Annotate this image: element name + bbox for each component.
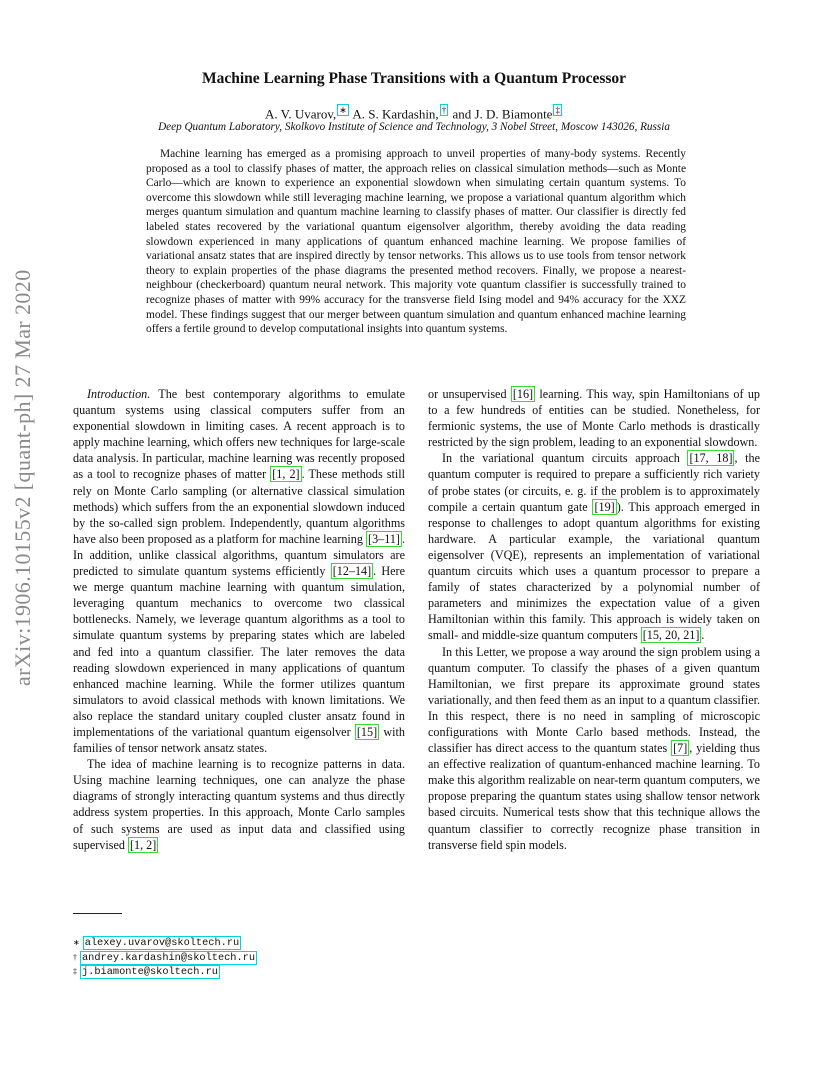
footnote-rule bbox=[73, 913, 122, 914]
author-footnote-link[interactable]: ‡ bbox=[555, 105, 560, 115]
body-column-right bbox=[428, 386, 760, 853]
paragraph: In the variational quantum circuits approach [17, 18] , the quantum computer is required to prepare a sufficiently rich variety of probe states (or circuits, e. g. if the problem is to approximately compile a certain quantum gate [19] ). This approach emerged in response to challenges to adopt quantum algorithms for existing hardware. A particular example, the variational quantum eigensolver (VQE), represents an implementation of variational quantum circuits which uses a quantum processor to prepare a family of states characterized by a polynomial number of parameters and minimizes the expectation value of a given Hamiltonian within this family. This approach is widely taken on small- and middle-size quantum computers [15, 20, 21] . bbox=[428, 451, 761, 643]
email-link[interactable]: j.biamonte@skoltech.ru bbox=[82, 966, 218, 978]
citation-link[interactable]: [16] bbox=[512, 387, 534, 401]
author-footnote-link[interactable]: † bbox=[441, 105, 447, 115]
paragraph: The idea of machine learning is to recognize patterns in data. Using machine learning techniques, one can analyze the phase diagrams of strongly interacting quantum systems and thus directly address system properties. In this approach, Monte Carlo samples of such systems are used as input data and classified using supervised [1, 2] bbox=[73, 757, 405, 852]
email-link[interactable]: andrey.kardashin@skoltech.ru bbox=[82, 951, 256, 964]
author-name: and J. D. Biamonte bbox=[452, 106, 553, 122]
author-name: A. S. Kardashin, bbox=[352, 106, 439, 122]
email-link[interactable]: alexey.uvarov@skoltech.ru bbox=[84, 937, 240, 949]
author-name: A. V. Uvarov, bbox=[265, 106, 337, 122]
paper-title: Machine Learning Phase Transitions with a Quantum Processor bbox=[201, 70, 627, 87]
footnotes bbox=[73, 936, 257, 980]
citation-link[interactable]: [3–11] bbox=[368, 531, 400, 546]
citation-link[interactable]: [15] bbox=[356, 724, 378, 739]
footnote-mark: ‡ bbox=[73, 967, 77, 976]
paragraph: In this Letter, we propose a way around the sign problem using a quantum computer. To classify the phases of a given quantum Hamiltonian, we first prepare its approximate ground states variationally, and then feed them as an input to a quantum classifier. In this respect, there is no need in sampling of microscopic configurations with Monte Carlo based methods. Instead, the classifier has direct access to the quantum states [7] , yielding thus an effective realization of quantum-enhanced machine learning. To make this algorithm realizable on near-term quantum computers, we propose preparing the quantum states using shallow tensor network based circuits. Numerical tests show that this technique allows the quantum classifier to correctly recognize phase transition in transverse field spin models. bbox=[428, 644, 760, 852]
footnote-mark: ∗ bbox=[73, 938, 80, 947]
citation-link[interactable]: [7] bbox=[673, 741, 688, 756]
citation-link[interactable]: [17, 18] bbox=[689, 451, 733, 466]
citation-link[interactable]: [1, 2] bbox=[272, 467, 300, 482]
footnote-mark: † bbox=[73, 952, 77, 962]
body-column-left bbox=[73, 386, 405, 853]
author-footnote-link[interactable]: ∗ bbox=[339, 105, 347, 115]
paragraph: or unsupervised [16] learning. This way, spin Hamiltonians of up to a few hundreds of entities can be studied. Nonetheless, for fermionic systems, the use of Monte Carlo methods is drastically restricted by the sign problem, leading to an exponential slowdown. bbox=[428, 387, 760, 450]
citation-link[interactable]: [12–14] bbox=[332, 564, 372, 579]
citation-link[interactable]: [15, 20, 21] bbox=[642, 628, 700, 643]
citation-link[interactable]: [1, 2] bbox=[129, 837, 157, 852]
footnote bbox=[73, 951, 257, 966]
footnote bbox=[73, 936, 257, 951]
section-lead: Introduction. bbox=[87, 387, 151, 401]
abstract: Machine learning has emerged as a promising approach to unveil properties of many-body systems. Recently proposed as a tool to classify phases of matter, the approach relies on classical simulation methods—such as Monte Carlo—which are known to experience an exponential slowdown when simulating certain quantum systems. To overcome this slowdown while still leveraging machine learning, we propose a variational quantum algorithm which merges quantum simulation and quantum machine learning to classify phases of matter. Our classifier is directly fed labeled states recovered by the variational quantum eigensolver algorithm, thereby avoiding the data reading slowdown experienced in many applications of quantum enhanced machine learning. We propose families of variational ansatz states that are inspired directly by tensor networks. This allows us to use tools from tensor network theory to explain properties of the phase diagrams the presented method recovers. Finally, we propose a nearest-neighbour (checkerboard) quantum neural network. This majority vote quantum classifier is successfully trained to recognize phases of matter with 99% accuracy for the transverse field Ising model and 94% accuracy for the XXZ model. These findings suggest that our merger between quantum simulation and quantum enhanced machine learning offers a fertile ground to develop computational insights into quantum systems. bbox=[146, 148, 686, 336]
footnote bbox=[73, 965, 257, 980]
author-list bbox=[0, 104, 828, 122]
citation-link[interactable]: [19] bbox=[594, 499, 615, 514]
arxiv-identifier: arXiv:1906.10155v2 [quant-ph] 27 Mar 2020 bbox=[10, 269, 35, 686]
paragraph: Introduction. The best contemporary algorithms to emulate quantum systems using classical computers suffer from an exponential slowdown in limiting cases. A recent approach is to apply machine learning, which offers new techniques for large-scale data analysis. In particular, machine learning was recently proposed as a tool to recognize phases of matter [1, 2] . These methods still rely on Monte Carlo sampling (or alternative classical simulation methods) which suffers from the an exponential slowdown induced by the so-called sign problem. Independently, quantum algorithms have also been proposed as a platform for machine learning [3–11] . In addition, unlike classical algorithms, quantum simulators are predicted to simulate quantum systems efficiently [12–14] . Here we merge quantum machine learning with quantum simulation, leveraging quantum mechanics to overcome two classical bottlenecks. Namely, we leverage quantum algorithms as a tool to simulate quantum systems by preparing states which are labeled and fed into a quantum classifier. The later removes the data reading slowdown experienced in many applications of quantum enhanced machine learning. While the former utilizes quantum simulators to avoid classical methods with known limitations. We also replace the standard unitary coupled cluster ansatz found in implementations of the variational quantum eigensolver [15] with families of tensor network ansatz states. bbox=[73, 387, 405, 756]
affiliation: Deep Quantum Laboratory, Skolkovo Institute of Science and Technology, 3 Nobel Street, Moscow 143026, Russia bbox=[158, 121, 670, 133]
